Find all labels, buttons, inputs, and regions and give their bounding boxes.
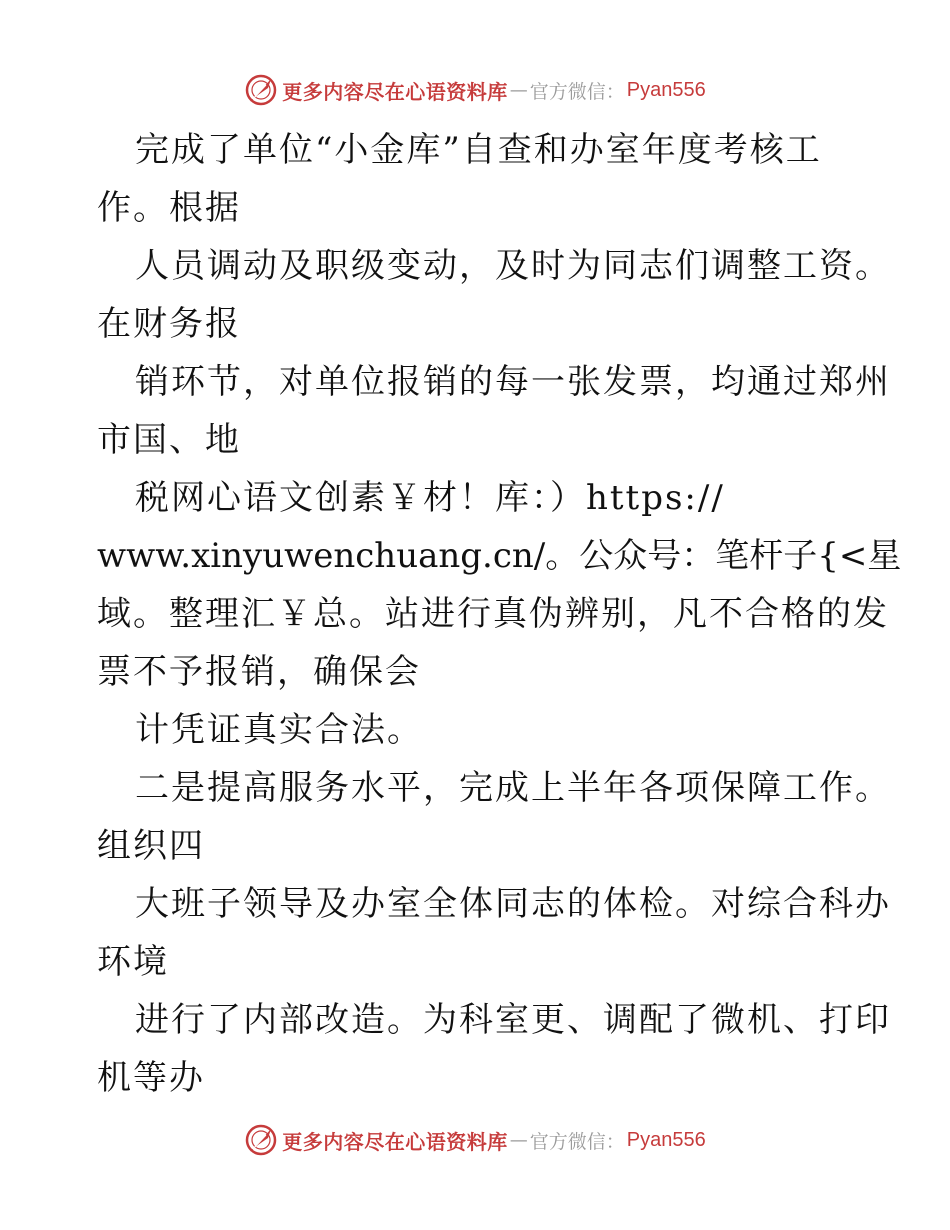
text-line: 市国、地 [97, 420, 241, 460]
header-separator: — [509, 79, 528, 101]
text-line: 销环节，对单位报销的每一张发票，均通过郑州 [135, 362, 891, 402]
text-line: 人员调动及职级变动，及时为同志们调整工资。 [135, 246, 891, 286]
text-line: 大班子领导及办室全体同志的体检。对综合科办 [135, 884, 891, 924]
text-line: 票不予报销，确保会 [97, 652, 421, 692]
text-line: 二是提高服务水平，完成上半年各项保障工作。 [135, 768, 891, 808]
header-wechat-label: 官方微信： [529, 80, 625, 103]
quill-circle-logo-icon [244, 73, 278, 107]
header-wechat-id: Pyan556 [626, 78, 706, 101]
text-line: www.xinyuwenchuang.cn/。公众号：笔杆子{<星 [97, 536, 902, 576]
text-line: 组织四 [97, 826, 205, 866]
header-site-name: 更多内容尽在心语资料库 [282, 79, 508, 104]
document-body [97, 121, 902, 1107]
footer-wechat-id: Pyan556 [626, 1128, 706, 1151]
text-line: 机等办 [97, 1058, 205, 1098]
header-banner [0, 70, 950, 110]
footer-wechat-label: 官方微信： [529, 1130, 625, 1153]
text-line: 作。根据 [97, 188, 241, 228]
text-line: 进行了内部改造。为科室更、调配了微机、打印 [135, 1000, 891, 1040]
quill-circle-logo-icon [244, 1123, 278, 1157]
text-line: 完成了单位“小金库”自查和办室年度考核工 [135, 130, 822, 170]
text-line: 环境 [97, 942, 169, 982]
text-line: 在财务报 [97, 304, 241, 344]
text-line: 域。整理汇￥总。站进行真伪辨别，凡不合格的发 [97, 594, 889, 634]
text-line: 计凭证真实合法。 [135, 710, 423, 750]
footer-separator: — [509, 1129, 528, 1151]
footer-banner [0, 1120, 950, 1160]
footer-site-name: 更多内容尽在心语资料库 [282, 1129, 508, 1154]
text-line: 税网心语文创素￥材！库：）https:// [135, 478, 725, 518]
